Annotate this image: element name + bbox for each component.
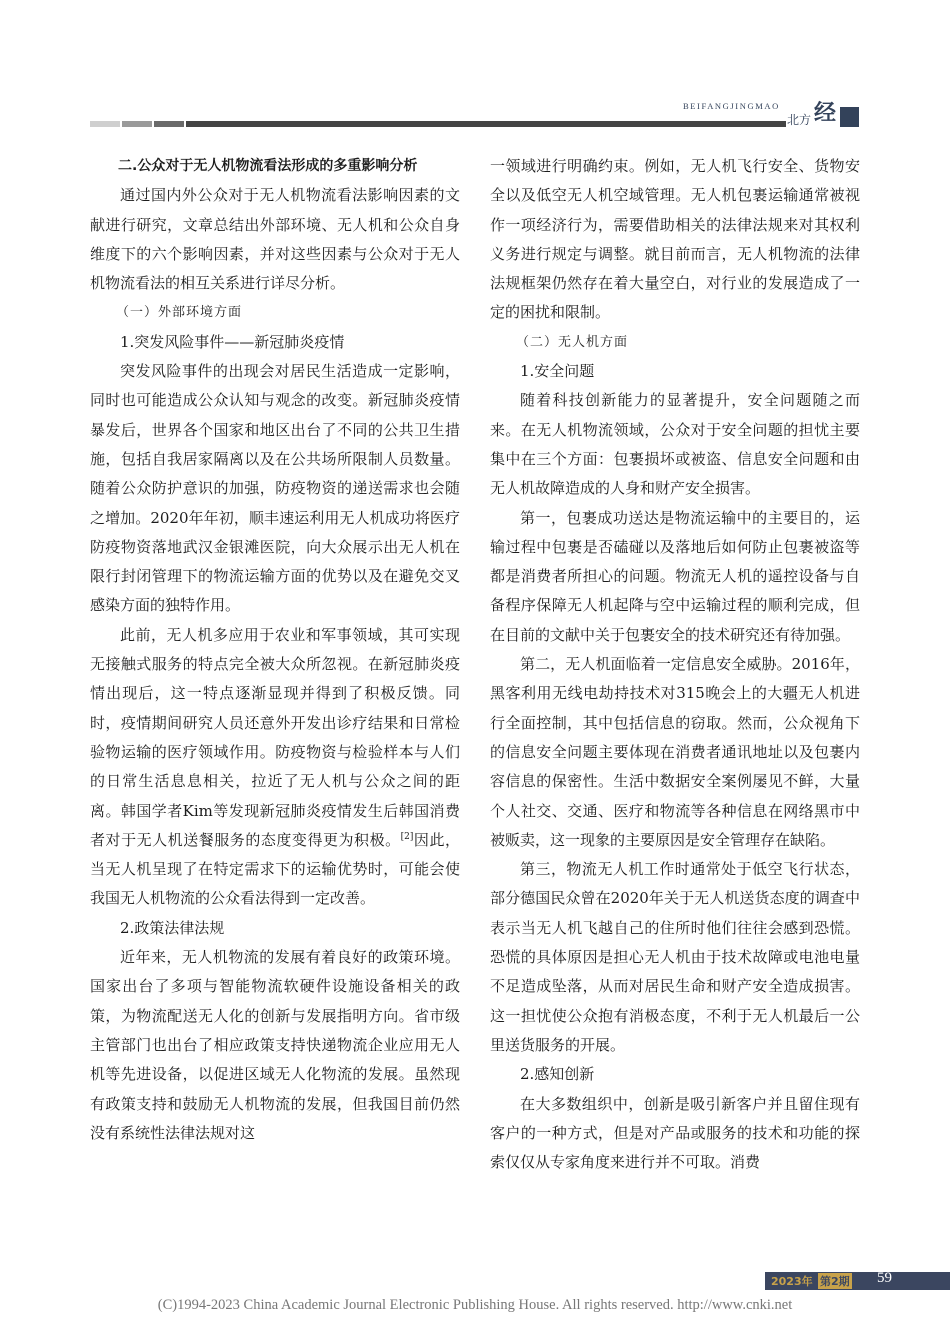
journal-name-small: 北方 — [787, 113, 812, 127]
item-heading: 1.突发风险事件——新冠肺炎疫情 — [120, 332, 345, 351]
journal-logo-block — [840, 107, 859, 127]
item-heading: 2.感知创新 — [520, 1065, 595, 1084]
paragraph-text: 因此，当无人机呈现了在特定需求下的运输优势时，可能会使我国无人机物流的公众看法得到一定改善。 — [90, 830, 460, 908]
paragraph: 随着科技创新能力的显著提升，安全问题随之而来。在无人机物流领域，公众对于安全问题的担忧主要集中在三个方面：包裹损坏或被盗、信息安全问题和由无人机故障造成的人身和财产安全损害。 — [490, 391, 860, 498]
right-column — [490, 152, 860, 1177]
paragraph: 一领域进行明确约束。例如，无人机飞行安全、货物安全以及低空无人机空域管理。无人机包裹运输通常被视作一项经济行为，需要借助相关的法律法规来对其权利义务进行规定与调整。就目前而言，无人机物流的法律法规框架仍然存在着大量空白，对行业的发展造成了一定的困扰和限制。 — [490, 157, 860, 322]
header-bar-4 — [186, 121, 786, 127]
paragraph: 近年来，无人机物流的发展有着良好的政策环境。国家出台了多项与智能物流软硬件设施设备相关的政策，为物流配送无人化的创新与发展指明方向。省市级主管部门也出台了相应政策支持快递物流企业应用无人机等先进设备，以促进区域无人化物流的发展。虽然现有政策支持和鼓励无人机物流的发展，但我国目前仍然没有系统性法律法规对这 — [90, 948, 460, 1142]
item-heading: 2.政策法律法规 — [120, 918, 225, 937]
paragraph: 第二，无人机面临着一定信息安全威胁。2016年，黑客利用无线电劫持技术对315晚会上的大疆无人机进行全面控制，其中包括信息的窃取。然而，公众视角下的信息安全问题主要体现在消费者通讯地址以及包裹内容信息的保密性。生活中数据安全案例屡见不鲜，大量个人社交、交通、医疗和物流等各种信息在网络黑市中被贩卖，这一现象的主要原因是安全管理存在缺陷。 — [490, 655, 860, 849]
paragraph: 第三，物流无人机工作时通常处于低空飞行状态，部分德国民众曾在2020年关于无人机送货态度的调查中表示当无人机飞越自己的住所时他们往往会感到恐慌。恐慌的具体原因是担心无人机由于技术故障或电池电量不足造成坠落，从而对居民生命和财产安全造成损害。这一担忧使公众抱有消极态度，不利于无人机最后一公里送货服务的开展。 — [490, 860, 860, 1054]
paragraph: 第一，包裹成功送达是物流运输中的主要目的，运输过程中包裹是否磕碰以及落地后如何防止包裹被盗等都是消费者所担心的问题。物流无人机的遥控设备与自备程序保障无人机起降与空中运输过程的顺利完成，但在目前的文献中关于包裹安全的技术研究还有待加强。 — [490, 508, 860, 644]
header-bar-1 — [90, 121, 120, 127]
journal-name-big: 经 — [814, 101, 837, 126]
copyright-notice: (C)1994-2023 China Academic Journal Electronic Publishing House. All rights reserved. http://www.cnki.net — [157, 1297, 793, 1313]
section-title: 二.公众对于无人机物流看法形成的多重影响分析 — [118, 158, 418, 174]
subsection-heading: （一）外部环境方面 — [116, 305, 243, 321]
paragraph: 通过国内外公众对于无人机物流看法影响因素的文献进行研究，文章总结出外部环境、无人机和公众自身维度下的六个影响因素，并对这些因素与公众对于无人机物流看法的相互关系进行详尽分析。 — [90, 186, 460, 293]
footer-year: 2023年 — [771, 1275, 813, 1288]
paragraph: 在大多数组织中，创新是吸引新客户并且留住现有客户的一种方式，但是对产品或服务的技术和功能的探索仅仅从专家角度来进行并不可取。消费 — [490, 1094, 860, 1172]
header-bar-2 — [122, 121, 152, 127]
footer-issue: 第2期 — [820, 1275, 850, 1288]
left-column — [90, 152, 460, 1148]
citation-ref: [2] — [400, 831, 414, 842]
item-heading: 1.安全问题 — [520, 362, 595, 381]
header-bar-3 — [154, 121, 184, 127]
paragraph-text: 此前，无人机多应用于农业和军事领域，其可实现无接触式服务的特点完全被大众所忽视。在新冠肺炎疫情出现后，这一特点逐渐显现并得到了积极反馈。同时，疫情期间研究人员还意外开发出诊疗结果和日常检验物运输的医疗领域作用。防疫物资与检验样本与人们的日常生活息息相关，拉近了无人机与公众之间的距离。韩国学者Kim等发现新冠肺炎疫情发生后韩国消费者对于无人机送餐服务的态度变得更为积极。 — [90, 625, 460, 849]
paragraph: 突发风险事件的出现会对居民生活造成一定影响，同时也可能造成公众认知与观念的改变。新冠肺炎疫情暴发后，世界各个国家和地区出台了不同的公共卫生措施，包括自我居家隔离以及在公共场所限制人员数量。随着公众防护意识的加强，防疫物资的递送需求也会随之增加。2020年年初，顺丰速运利用无人机成功将医疗防疫物资落地武汉金银滩医院，向大众展示出无人机在限行封闭管理下的物流运输方面的优势以及在避免交叉感染方面的独特作用。 — [90, 362, 460, 615]
subsection-heading: （二）无人机方面 — [516, 334, 629, 350]
page-number: 59 — [877, 1270, 892, 1286]
paragraph — [90, 621, 460, 914]
journal-pinyin: BEIFANGJINGMAO — [683, 101, 780, 111]
